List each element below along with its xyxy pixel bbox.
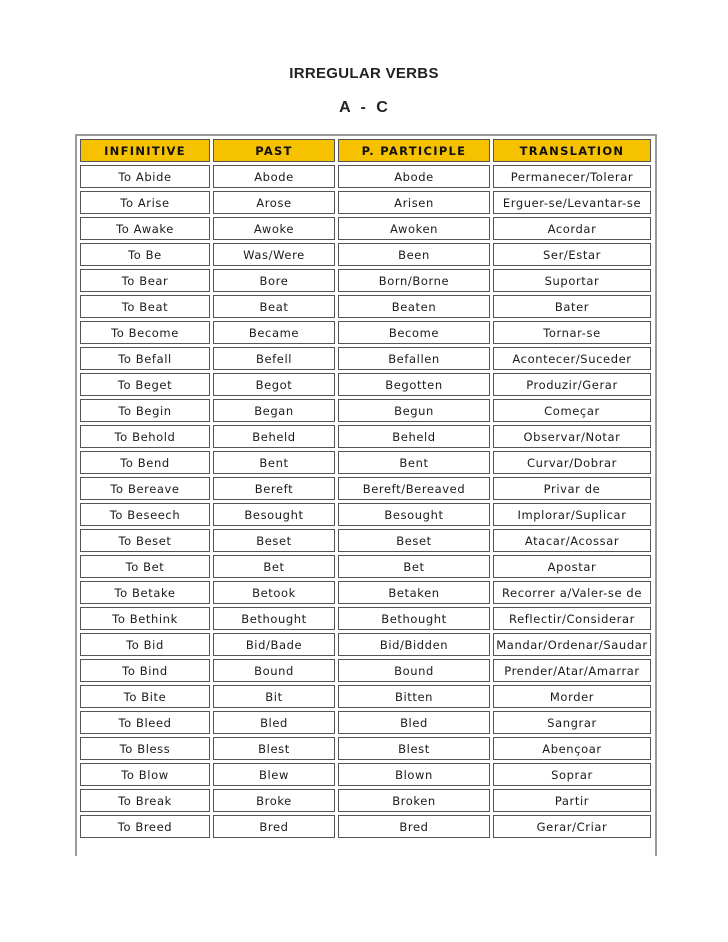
past-participle-cell: Betaken xyxy=(338,581,490,604)
past-cell: Bereft xyxy=(213,477,335,500)
past-participle-cell: Bred xyxy=(338,815,490,838)
infinitive-cell: To Behold xyxy=(80,425,210,448)
table-row xyxy=(80,581,651,604)
table-row xyxy=(80,295,651,318)
table-row xyxy=(80,685,651,708)
past-participle-cell: Blest xyxy=(338,737,490,760)
table-row xyxy=(80,659,651,682)
past-participle-cell: Blown xyxy=(338,763,490,786)
past-cell: Bound xyxy=(213,659,335,682)
past-participle-cell: Born/Borne xyxy=(338,269,490,292)
infinitive-cell: To Bless xyxy=(80,737,210,760)
translation-cell: Sangrar xyxy=(493,711,651,734)
past-cell: Was/Were xyxy=(213,243,335,266)
past-cell: Arose xyxy=(213,191,335,214)
past-participle-cell: Bent xyxy=(338,451,490,474)
past-cell: Bred xyxy=(213,815,335,838)
past-participle-cell: Bet xyxy=(338,555,490,578)
translation-cell: Tornar-se xyxy=(493,321,651,344)
past-cell: Begot xyxy=(213,373,335,396)
translation-cell: Reflectir/Considerar xyxy=(493,607,651,630)
table-row xyxy=(80,737,651,760)
infinitive-cell: To Bet xyxy=(80,555,210,578)
past-cell: Broke xyxy=(213,789,335,812)
table-row xyxy=(80,399,651,422)
past-participle-cell: Arisen xyxy=(338,191,490,214)
translation-cell: Começar xyxy=(493,399,651,422)
table-row xyxy=(80,373,651,396)
past-participle-cell: Bitten xyxy=(338,685,490,708)
infinitive-cell: To Break xyxy=(80,789,210,812)
translation-cell: Produzir/Gerar xyxy=(493,373,651,396)
page-subtitle: A - C xyxy=(339,99,389,116)
header-past-participle: P. PARTICIPLE xyxy=(338,139,490,162)
table-row xyxy=(80,711,651,734)
table-row xyxy=(80,217,651,240)
infinitive-cell: To Beat xyxy=(80,295,210,318)
past-cell: Bethought xyxy=(213,607,335,630)
translation-cell: Acontecer/Suceder xyxy=(493,347,651,370)
past-cell: Betook xyxy=(213,581,335,604)
translation-cell: Implorar/Suplicar xyxy=(493,503,651,526)
infinitive-cell: To Betake xyxy=(80,581,210,604)
past-cell: Blew xyxy=(213,763,335,786)
infinitive-cell: To Be xyxy=(80,243,210,266)
past-cell: Besought xyxy=(213,503,335,526)
table-row xyxy=(80,269,651,292)
table-row xyxy=(80,477,651,500)
translation-cell: Acordar xyxy=(493,217,651,240)
past-cell: Abode xyxy=(213,165,335,188)
past-cell: Befell xyxy=(213,347,335,370)
translation-cell: Permanecer/Tolerar xyxy=(493,165,651,188)
past-cell: Became xyxy=(213,321,335,344)
translation-cell: Apostar xyxy=(493,555,651,578)
past-cell: Began xyxy=(213,399,335,422)
translation-cell: Prender/Atar/Amarrar xyxy=(493,659,651,682)
page-title: IRREGULAR VERBS xyxy=(289,65,439,82)
past-participle-cell: Befallen xyxy=(338,347,490,370)
table-row xyxy=(80,321,651,344)
translation-cell: Atacar/Acossar xyxy=(493,529,651,552)
past-participle-cell: Abode xyxy=(338,165,490,188)
verbs-table xyxy=(77,136,654,841)
past-cell: Bent xyxy=(213,451,335,474)
infinitive-cell: To Blow xyxy=(80,763,210,786)
infinitive-cell: To Beget xyxy=(80,373,210,396)
translation-cell: Erguer-se/Levantar-se xyxy=(493,191,651,214)
table-row xyxy=(80,789,651,812)
past-participle-cell: Bethought xyxy=(338,607,490,630)
translation-cell: Suportar xyxy=(493,269,651,292)
header-past: PAST xyxy=(213,139,335,162)
past-cell: Bet xyxy=(213,555,335,578)
past-participle-cell: Begun xyxy=(338,399,490,422)
table-row xyxy=(80,191,651,214)
verbs-table-body xyxy=(80,165,651,838)
past-participle-cell: Awoken xyxy=(338,217,490,240)
infinitive-cell: To Bereave xyxy=(80,477,210,500)
table-row xyxy=(80,425,651,448)
past-participle-cell: Beaten xyxy=(338,295,490,318)
past-participle-cell: Broken xyxy=(338,789,490,812)
translation-cell: Privar de xyxy=(493,477,651,500)
past-cell: Blest xyxy=(213,737,335,760)
translation-cell: Abençoar xyxy=(493,737,651,760)
translation-cell: Curvar/Dobrar xyxy=(493,451,651,474)
past-cell: Bid/Bade xyxy=(213,633,335,656)
table-row xyxy=(80,243,651,266)
infinitive-cell: To Befall xyxy=(80,347,210,370)
header-translation: TRANSLATION xyxy=(493,139,651,162)
infinitive-cell: To Beset xyxy=(80,529,210,552)
table-row xyxy=(80,451,651,474)
past-participle-cell: Beset xyxy=(338,529,490,552)
past-cell: Bore xyxy=(213,269,335,292)
past-participle-cell: Bereft/Bereaved xyxy=(338,477,490,500)
infinitive-cell: To Bind xyxy=(80,659,210,682)
past-cell: Beset xyxy=(213,529,335,552)
translation-cell: Mandar/Ordenar/Saudar xyxy=(493,633,651,656)
past-participle-cell: Beheld xyxy=(338,425,490,448)
translation-cell: Bater xyxy=(493,295,651,318)
translation-cell: Gerar/Criar xyxy=(493,815,651,838)
verbs-table-container xyxy=(75,134,657,856)
table-row xyxy=(80,165,651,188)
infinitive-cell: To Awake xyxy=(80,217,210,240)
past-cell: Bit xyxy=(213,685,335,708)
table-row xyxy=(80,763,651,786)
translation-cell: Observar/Notar xyxy=(493,425,651,448)
infinitive-cell: To Arise xyxy=(80,191,210,214)
infinitive-cell: To Bear xyxy=(80,269,210,292)
infinitive-cell: To Bethink xyxy=(80,607,210,630)
table-row xyxy=(80,555,651,578)
table-row xyxy=(80,815,651,838)
infinitive-cell: To Bleed xyxy=(80,711,210,734)
past-participle-cell: Become xyxy=(338,321,490,344)
translation-cell: Ser/Estar xyxy=(493,243,651,266)
infinitive-cell: To Bite xyxy=(80,685,210,708)
table-row xyxy=(80,347,651,370)
past-participle-cell: Bled xyxy=(338,711,490,734)
table-row xyxy=(80,633,651,656)
past-cell: Beat xyxy=(213,295,335,318)
infinitive-cell: To Abide xyxy=(80,165,210,188)
table-row xyxy=(80,529,651,552)
translation-cell: Soprar xyxy=(493,763,651,786)
past-cell: Beheld xyxy=(213,425,335,448)
translation-cell: Morder xyxy=(493,685,651,708)
past-participle-cell: Bid/Bidden xyxy=(338,633,490,656)
past-participle-cell: Besought xyxy=(338,503,490,526)
past-participle-cell: Bound xyxy=(338,659,490,682)
table-row xyxy=(80,503,651,526)
infinitive-cell: To Beseech xyxy=(80,503,210,526)
past-participle-cell: Begotten xyxy=(338,373,490,396)
table-row xyxy=(80,607,651,630)
infinitive-cell: To Breed xyxy=(80,815,210,838)
header-row xyxy=(80,139,651,162)
infinitive-cell: To Become xyxy=(80,321,210,344)
past-cell: Bled xyxy=(213,711,335,734)
translation-cell: Partir xyxy=(493,789,651,812)
past-cell: Awoke xyxy=(213,217,335,240)
infinitive-cell: To Bid xyxy=(80,633,210,656)
past-participle-cell: Been xyxy=(338,243,490,266)
infinitive-cell: To Bend xyxy=(80,451,210,474)
header-infinitive: INFINITIVE xyxy=(80,139,210,162)
infinitive-cell: To Begin xyxy=(80,399,210,422)
translation-cell: Recorrer a/Valer-se de xyxy=(493,581,651,604)
